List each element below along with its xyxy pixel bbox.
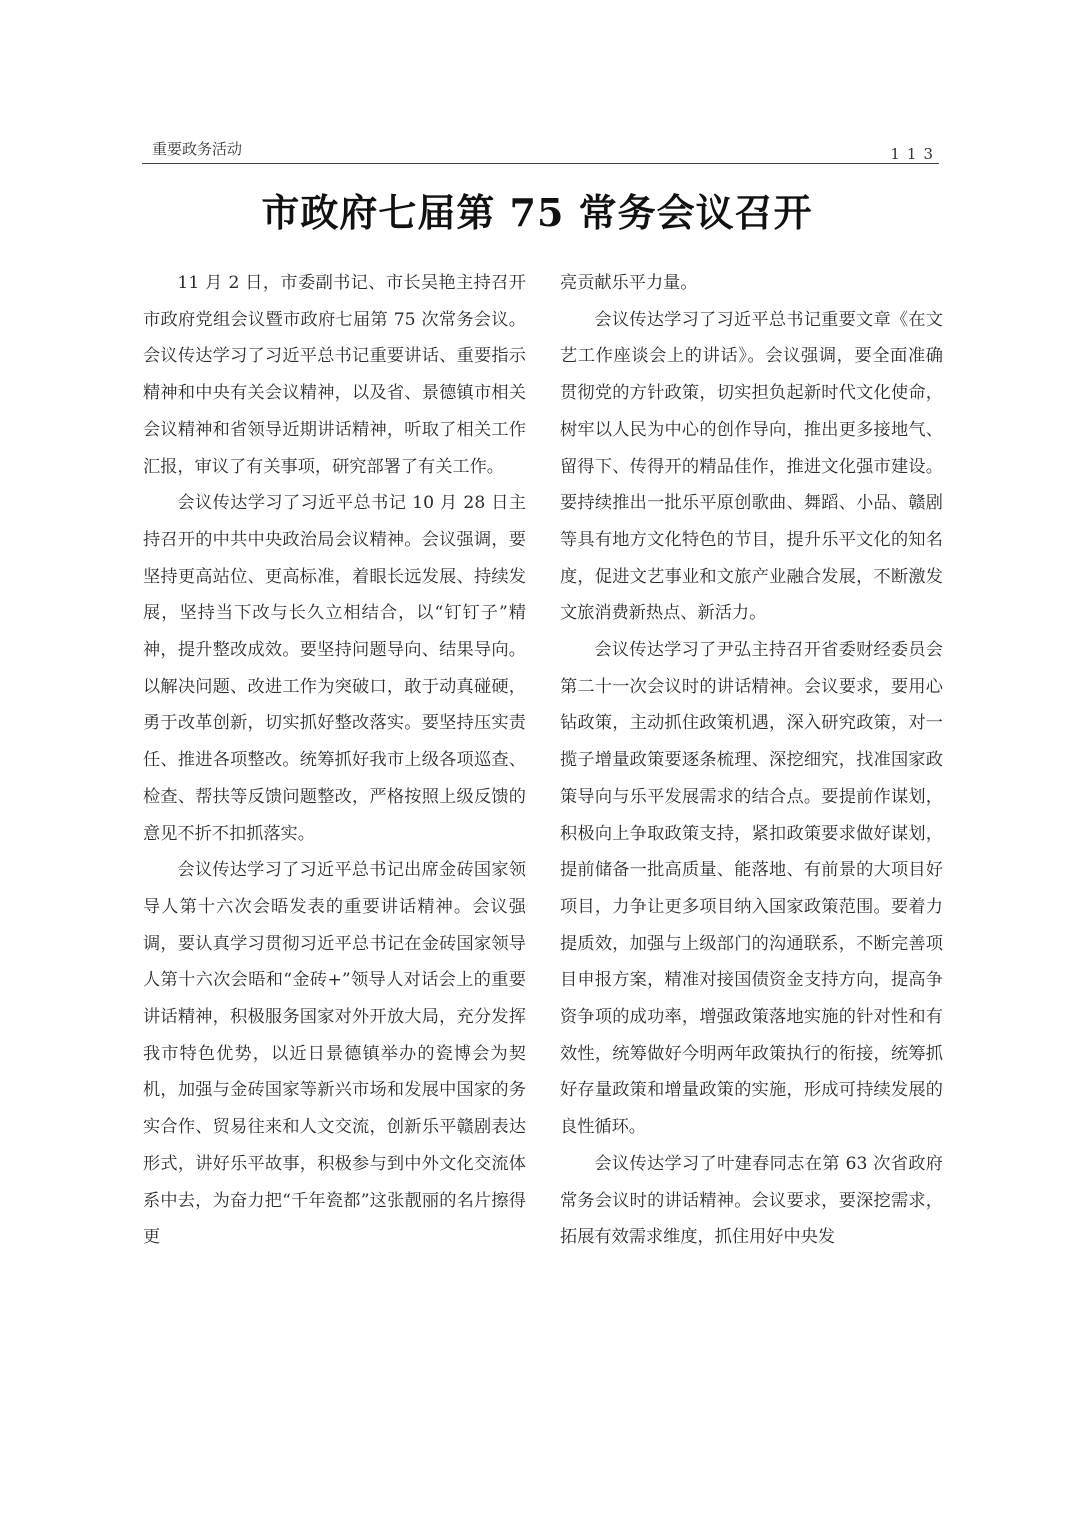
paragraph: 会议传达学习了习近平总书记出席金砖国家领导人第十六次会晤发表的重要讲话精神。会议强调，要认真学习贯彻习近平总书记在金砖国家领导人第十六次会晤和“金砖+”领导人对话会上的重要讲话精神，积极服务国家对外开放大局，充分发挥我市特色优势，以近日景德镇举办的瓷博会为契机，加强与金砖国家等新兴市场和发展中国家的务实合作、贸易往来和人文交流，创新乐平赣剧表达形式，讲好乐平故事，积极参与到中外文化交流体系中去，为奋力把“千年瓷都”这张靓丽的名片擦得更 xyxy=(143,860,526,1248)
paragraph: 会议传达学习了习近平总书记重要文章《在文艺工作座谈会上的讲话》。会议强调，要全面准确贯彻党的方针政策，切实担负起新时代文化使命，树牢以人民为中心的创作导向，推出更多接地气、留得下、传得开的精品佳作，推进文化强市建设。要持续推出一批乐平原创歌曲、舞蹈、小品、赣剧等具有地方文化特色的节目，提升乐平文化的知名度，促进文艺事业和文旅产业融合发展，不断激发文旅消费新热点、新活力。 xyxy=(560,309,943,624)
paragraph: 会议传达学习了叶建春同志在第 63 次省政府常务会议时的讲话精神。会议要求，要深挖需求，拓展有效需求维度，抓住用好中央发 xyxy=(560,1153,943,1248)
header-divider xyxy=(142,163,939,164)
paragraph-continuation: 亮贡献乐平力量。 xyxy=(560,273,698,293)
right-column xyxy=(560,265,943,1256)
article-title: 市政府七届第 75 常务会议召开 xyxy=(261,190,813,235)
section-label: 重要政务活动 xyxy=(152,140,243,158)
left-column xyxy=(143,265,526,1256)
paragraph: 会议传达学习了尹弘主持召开省委财经委员会第二十一次会议时的讲话精神。会议要求，要用心钻政策，主动抓住政策机遇，深入研究政策，对一揽子增量政策要逐条梳理、深挖细究，找准国家政策导向与乐平发展需求的结合点。要提前作谋划，积极向上争取政策支持，紧扣政策要求做好谋划，提前储备一批高质量、能落地、有前景的大项目好项目，力争让更多项目纳入国家政策范围。要着力提质效，加强与上级部门的沟通联系，不断完善项目申报方案，精准对接国债资金支持方向，提高争资争项的成功率，增强政策落地实施的针对性和有效性，统筹做好今明两年政策执行的衔接，统筹抓好存量政策和增量政策的实施，形成可持续发展的良性循环。 xyxy=(560,640,943,1138)
page-number: 113 xyxy=(890,145,940,163)
paragraph: 会议传达学习了习近平总书记 10 月 28 日主持召开的中共中央政治局会议精神。会议强调，要坚持更高站位、更高标准，着眼长远发展、持续发展，坚持当下改与长久立相结合，以“钉钉子”精神，提升整改成效。要坚持问题导向、结果导向。以解决问题、改进工作为突破口，敢于动真碰硬，勇于改革创新，切实抓好整改落实。要坚持压实责任、推进各项整改。统筹抓好我市上级各项巡查、检查、帮扶等反馈问题整改，严格按照上级反馈的意见不折不扣抓落实。 xyxy=(143,493,526,844)
paragraph: 11 月 2 日，市委副书记、市长吴艳主持召开市政府党组会议暨市政府七届第 75 次常务会议。会议传达学习了习近平总书记重要讲话、重要指示精神和中央有关会议精神，以及省、景德镇市相关会议精神和省领导近期讲话精神，听取了相关工作汇报，审议了有关事项，研究部署了有关工作。 xyxy=(143,273,526,477)
